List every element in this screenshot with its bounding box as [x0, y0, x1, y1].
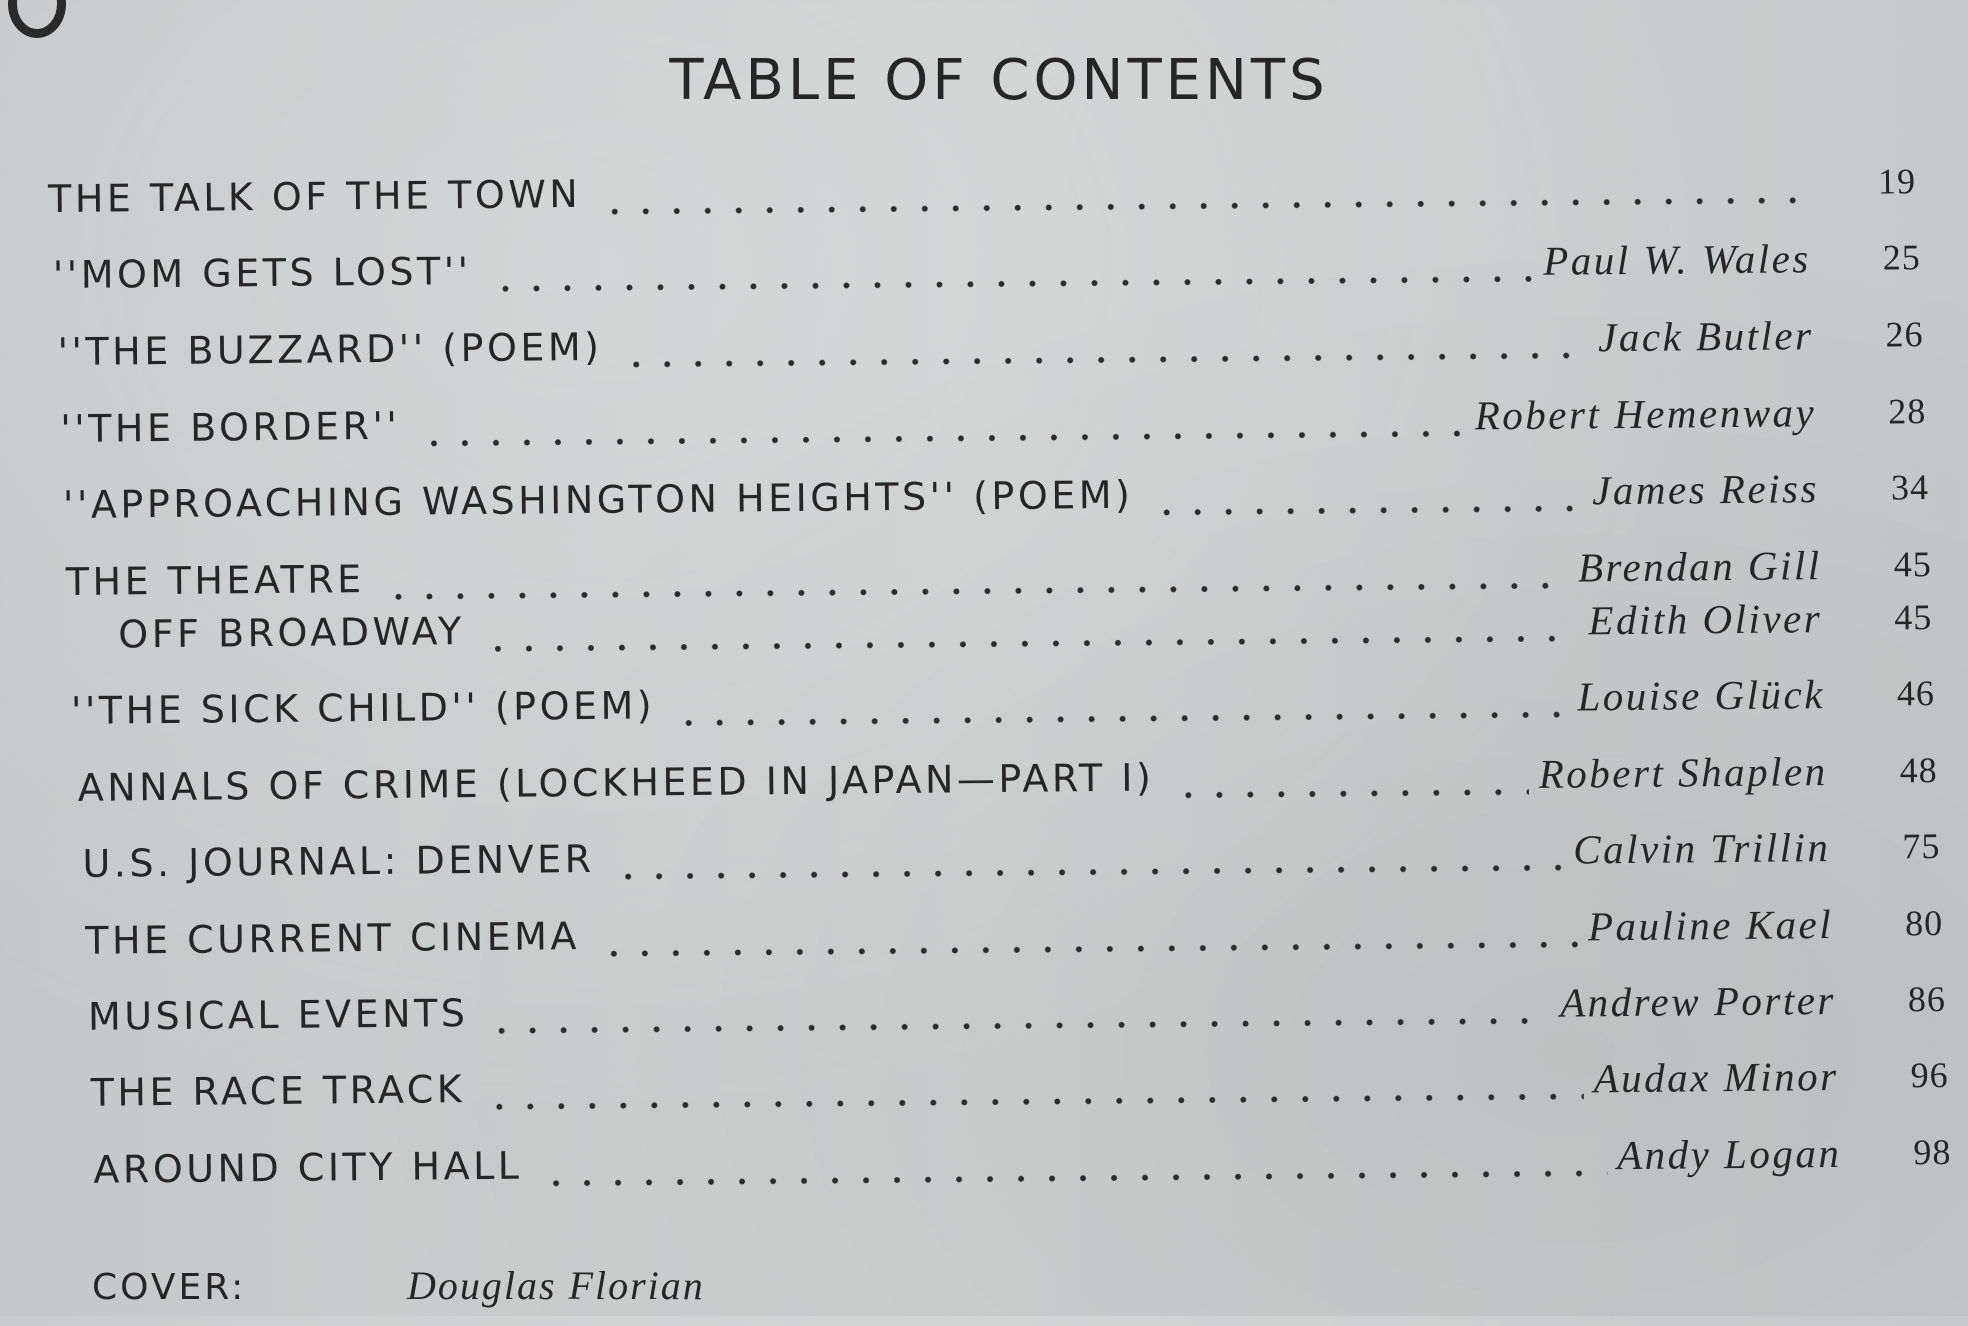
entry-page-number: 34	[1890, 467, 1930, 508]
dot-leader	[482, 592, 1578, 659]
entry-author: Robert Hemenway	[1474, 389, 1817, 439]
entry-page-number: 46	[1896, 673, 1936, 714]
dot-leader	[599, 154, 1806, 222]
entry-page-number: 45	[1893, 544, 1932, 585]
entry-page-number: 28	[1888, 391, 1927, 432]
toc-entry-around-city-hall[interactable]	[93, 1124, 1951, 1198]
toc-entry-approaching-washington-heights[interactable]	[63, 459, 1929, 533]
dot-leader	[612, 822, 1563, 887]
entry-title: ''MOM GETS LOST''	[52, 249, 472, 298]
entry-title: THE THEATRE	[65, 557, 365, 604]
toc-entry-talk-of-the-town[interactable]	[48, 153, 1916, 227]
toc-entry-the-sick-child[interactable]	[71, 665, 1935, 739]
entry-author: Robert Shaplen	[1538, 748, 1828, 797]
cover-artist: Douglas Florian	[407, 1263, 705, 1308]
dot-leader	[1151, 462, 1582, 522]
entry-author: Jack Butler	[1597, 312, 1814, 361]
entry-author: Brendan Gill	[1577, 542, 1822, 591]
dot-leader	[1172, 746, 1529, 805]
entry-page-number: 25	[1882, 237, 1921, 278]
entry-author: Edith Oliver	[1588, 595, 1823, 644]
entry-title: ''THE SICK CHILD'' (POEM)	[70, 683, 656, 733]
entry-author: Calvin Trillin	[1573, 824, 1831, 873]
entry-title: THE CURRENT CINEMA	[85, 914, 581, 963]
toc-entry-mom-gets-lost[interactable]	[53, 229, 1921, 303]
entry-author: Louise Glück	[1577, 671, 1826, 720]
dot-leader	[489, 233, 1533, 299]
entry-page-number: 45	[1894, 597, 1933, 638]
entry-author: James Reiss	[1591, 465, 1820, 514]
entry-title: OFF BROADWAY	[118, 609, 465, 657]
page-title: TABLE OF CONTENTS	[669, 48, 1329, 113]
entry-page-number: 75	[1902, 825, 1941, 867]
entry-author: Paul W. Wales	[1543, 235, 1811, 284]
dot-leader	[418, 388, 1465, 454]
entry-author: Pauline Kael	[1587, 901, 1834, 950]
dot-leader	[620, 309, 1588, 374]
dot-leader	[540, 1127, 1607, 1193]
entry-title: AROUND CITY HALL	[93, 1143, 523, 1192]
entry-page-number: 96	[1910, 1054, 1949, 1096]
toc-entry-the-current-cinema[interactable]	[85, 895, 1943, 969]
entry-title: ''THE BORDER''	[60, 403, 401, 452]
entry-author: Andrew Porter	[1559, 976, 1837, 1026]
entry-title: ''APPROACHING WASHINGTON HEIGHTS'' (POEM)	[62, 472, 1134, 527]
toc-entry-us-journal-denver[interactable]	[82, 818, 1940, 892]
entry-page-number: 80	[1904, 902, 1944, 944]
entry-page-number: 26	[1885, 314, 1924, 355]
dot-leader	[486, 975, 1550, 1041]
toc-entry-annals-of-crime[interactable]	[77, 742, 1937, 816]
entry-title: THE RACE TRACK	[90, 1067, 466, 1115]
entry-title: ANNALS OF CRIME (LOCKHEED IN JAPAN—PART I)	[77, 755, 1155, 810]
entry-page-number: 86	[1907, 978, 1947, 1020]
entry-author: Andy Logan	[1616, 1129, 1842, 1179]
dot-leader	[598, 898, 1579, 963]
toc-entry-musical-events[interactable]	[88, 971, 1946, 1045]
entry-page-number: 19	[1877, 161, 1917, 202]
dot-leader	[673, 669, 1568, 734]
entry-page-number: 48	[1899, 750, 1938, 791]
entry-title: U.S. JOURNAL: DENVER	[82, 836, 595, 886]
toc-entry-the-buzzard[interactable]	[57, 306, 1923, 380]
cover-credit	[92, 1262, 705, 1309]
entry-author: Audax Minor	[1593, 1052, 1839, 1102]
entry-title: MUSICAL EVENTS	[87, 991, 469, 1039]
entry-title: ''THE BUZZARD'' (POEM)	[57, 324, 603, 375]
toc-entry-the-race-track[interactable]	[90, 1047, 1948, 1121]
entry-title: THE TALK OF THE TOWN	[47, 172, 582, 222]
toc-entry-the-border[interactable]	[60, 383, 1926, 457]
dot-leader	[483, 1050, 1584, 1117]
entry-page-number: 98	[1913, 1131, 1952, 1173]
cover-label: COVER:	[92, 1267, 247, 1308]
